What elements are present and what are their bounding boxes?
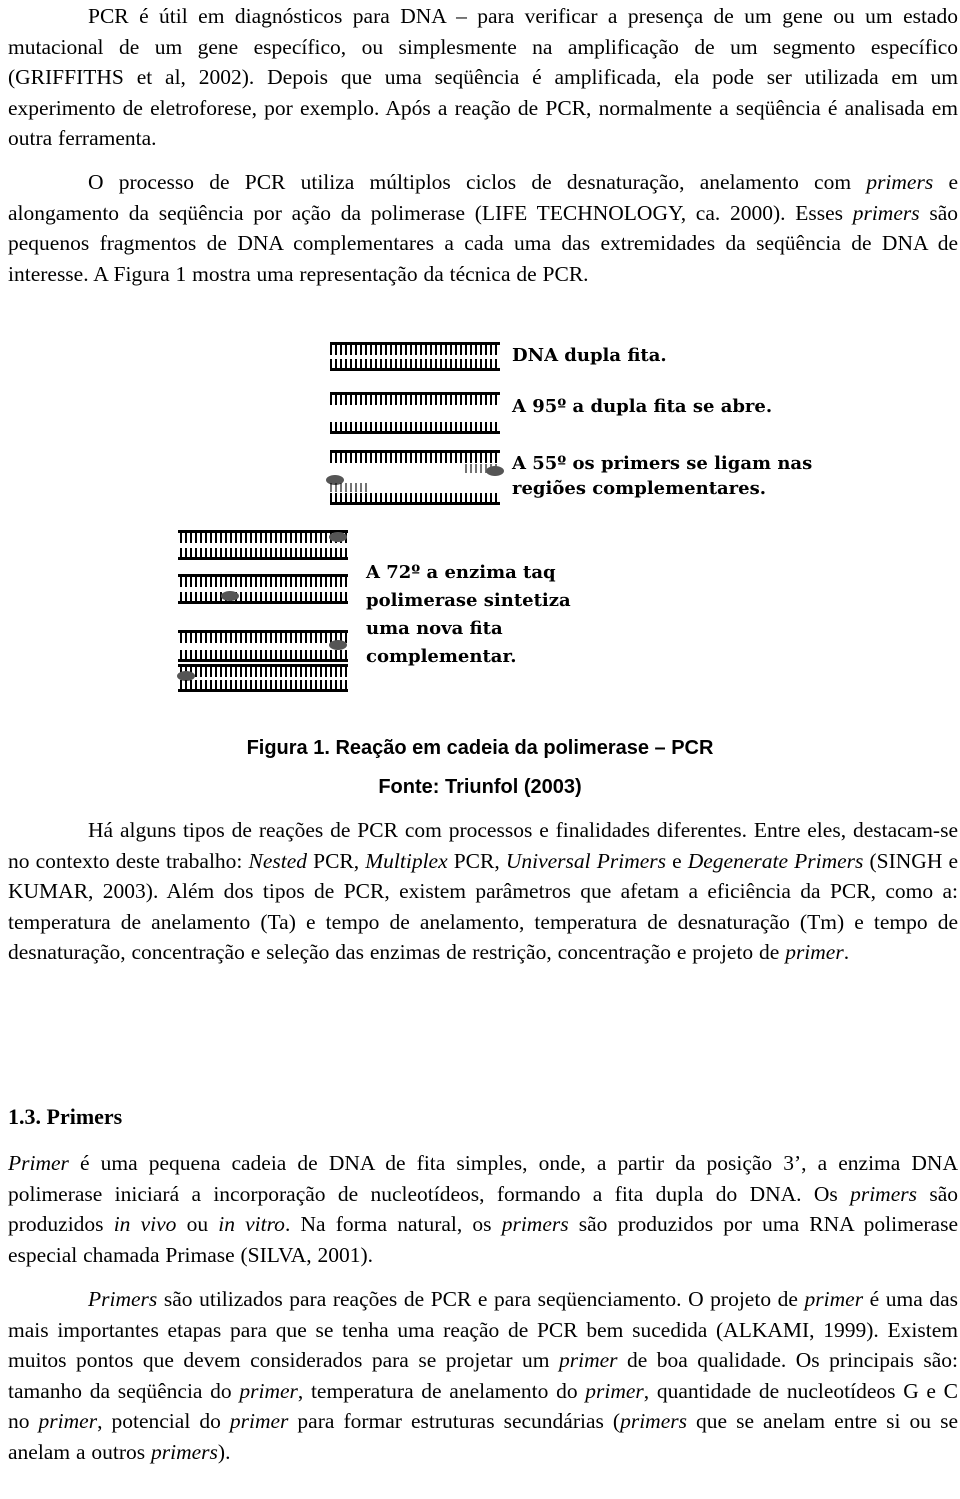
pcr-figure <box>0 330 960 700</box>
label-72-line4: complementar. <box>366 646 517 667</box>
italic-term: in vitro <box>218 1212 285 1237</box>
italic-term: primer <box>804 1287 864 1311</box>
italic-term: primers <box>151 1439 218 1464</box>
paragraph-text: Primer é uma pequena cadeia de DNA de fita simples, onde, a partir da posição 3’, a enzima DNA polimerase iniciará a incorporação de nucleotídeos, formando a fita dupla do DNA. Os primers são produzidos in vivo ou in vitro. Na forma natural, os primers são produzidos por uma RNA polimerase especial chamada Primase (SILVA, 2001). <box>8 1151 958 1267</box>
italic-term: primers <box>850 1181 917 1206</box>
italic-term: primer <box>38 1409 98 1434</box>
label-72-line1: A 72º a enzima taq <box>366 562 556 583</box>
extension-duplex-top <box>178 530 348 604</box>
italic-term: primer <box>785 940 844 965</box>
italic-term: primer <box>585 1378 644 1403</box>
italic-term: Universal Primers <box>505 848 666 873</box>
figure-source: Fonte: Triunfol (2003) <box>378 776 582 798</box>
italic-term: primers <box>620 1409 687 1434</box>
paragraph-text: Há alguns tipos de reações de PCR com processos e finalidades diferentes. Entre eles, destacam-se no contexto deste trabalho: Nested PCR, Multiplex PCR, Universal Primers e Degenerate Primers (SINGH e KUMAR, 2003). Além dos tipos de PCR, existem parâmetros que afetam a eficiência da PCR, como a: temperatura de anelamento (Ta) e tempo de anelamento, temperatura de desnaturação (Tm) e tempo de desnaturação, concentração e seleção das enzimas de restrição, concentração e projeto de primer. <box>8 818 958 965</box>
paragraph-pcr-types <box>8 815 958 968</box>
paragraph-text: PCR é útil em diagnósticos para DNA – para verificar a presença de um gene ou um estado mutacional de um gene específico, ou simplesmente na amplificação de um segmento específico (GRIFFITHS et al, 2002). Depois que uma seqüência é amplificada, ela pode ser utilizada em um experimento de eletroforese, por exemplo. Após a reação de PCR, normalmente a seqüência é analisada em outra ferramenta. <box>8 4 958 151</box>
italic-term: primer <box>239 1378 298 1403</box>
paragraph-primer-design <box>8 1284 958 1468</box>
italic-term: primers <box>866 170 934 194</box>
label-dna-double: DNA dupla fita. <box>512 345 667 366</box>
label-55-line2: regiões complementares. <box>512 478 767 499</box>
italic-term: Multiplex <box>365 848 448 873</box>
extension-duplex-bottom <box>177 630 348 692</box>
paragraph-pcr-process <box>8 167 958 289</box>
italic-term: primers <box>501 1212 569 1237</box>
italic-term: Degenerate Primers <box>687 848 864 873</box>
label-95-degrees: A 95º a dupla fita se abre. <box>512 396 773 417</box>
figure-caption: Figura 1. Reação em cadeia da polimerase – PCR <box>246 737 714 759</box>
paragraph-intro-pcr <box>8 1 958 154</box>
section-heading: 1.3. Primers <box>8 1104 123 1129</box>
paragraph-text: O processo de PCR utiliza múltiplos ciclos de desnaturação, anelamento com primers e alongamento da seqüência por ação da polimerase (LIFE TECHNOLOGY, ca. 2000). Esses primers são pequenos fragmentos de DNA complementares a cada uma das extremidades da seqüência de DNA de interesse. A Figura 1 mostra uma representação da técnica de PCR. <box>8 170 958 286</box>
label-72-line3: uma nova fita <box>366 618 503 639</box>
italic-term: primers <box>852 200 920 225</box>
italic-term: in vivo <box>113 1212 177 1237</box>
italic-term: Primers <box>88 1287 158 1311</box>
label-72-line2: polimerase sintetiza <box>366 590 571 611</box>
dna-separated-strands <box>330 392 500 434</box>
italic-term: Nested <box>248 848 308 873</box>
dna-double-strand <box>330 342 500 371</box>
primer-annealing <box>326 450 504 505</box>
paragraph-text: Primers são utilizados para reações de PCR e para seqüenciamento. O projeto de primer é uma das mais importantes etapas para que se tenha uma reação de PCR bem sucedida (ALKAMI, 1999). Existem muitos pontos que devem considerados para se projetar um primer de boa qualidade. Os principais são: tamanho da seqüência do primer, temperatura de anelamento do primer, quantidade de nucleotídeos G e C no primer, potencial do primer para formar estruturas secundárias (primers que se anelam entre si ou se anelam a outros primers). <box>8 1287 959 1464</box>
italic-term: Primer <box>8 1151 69 1175</box>
paragraph-primer-definition <box>8 1148 958 1270</box>
italic-term: primer <box>559 1348 618 1373</box>
italic-term: primer <box>229 1409 289 1434</box>
label-55-line1: A 55º os primers se ligam nas <box>512 453 813 474</box>
